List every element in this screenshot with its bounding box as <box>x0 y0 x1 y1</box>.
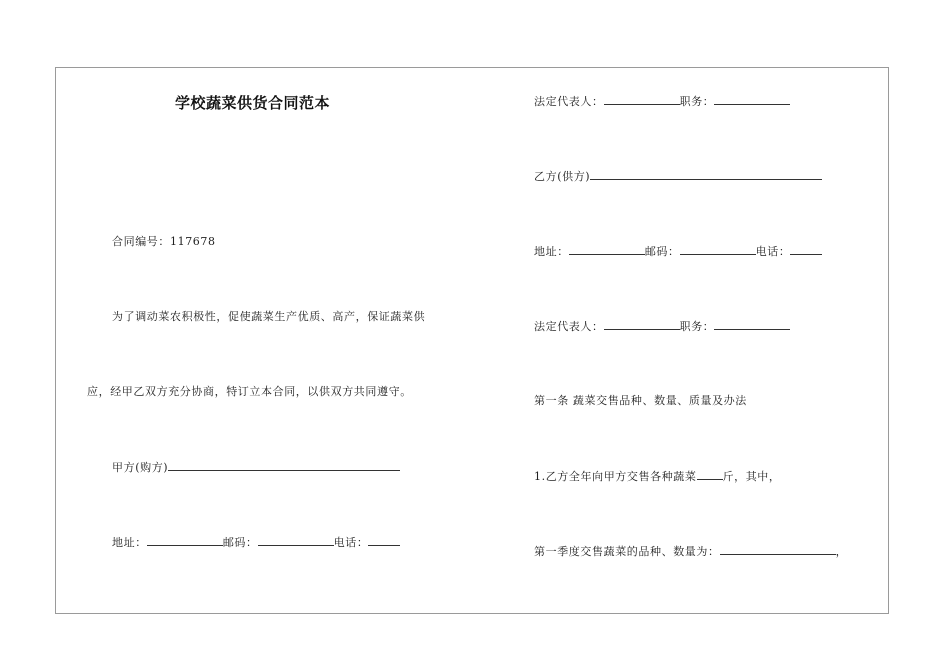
document-title: 学校蔬菜供货合同范本 <box>175 94 331 112</box>
postcode-blank <box>258 535 334 546</box>
party-b-line <box>534 169 822 184</box>
party-b-legal-rep-line <box>534 319 790 334</box>
phone-blank <box>790 244 822 255</box>
position-label: 职务： <box>679 95 715 108</box>
quarter-1-blank <box>720 544 836 555</box>
quarter-1-text: 第一季度交售蔬菜的品种、数量为： <box>534 545 720 558</box>
address-label: 地址： <box>534 245 569 258</box>
legal-rep-label: 法定代表人： <box>534 95 604 108</box>
legal-rep-blank <box>604 319 680 330</box>
address-blank <box>147 535 223 546</box>
party-a-blank <box>168 460 400 471</box>
phone-blank <box>368 535 400 546</box>
party-b-label: 乙方(供方) <box>534 170 591 183</box>
phone-label: 电话： <box>755 245 791 258</box>
position-label: 职务： <box>679 320 715 333</box>
article-1-heading: 第一条 蔬菜交售品种、数量、质量及办法 <box>534 394 747 407</box>
item-1-text: 1.乙方全年向甲方交售各种蔬菜 <box>534 470 697 483</box>
party-a-address-line <box>112 535 400 550</box>
quantity-blank <box>697 469 723 480</box>
position-blank <box>714 94 790 105</box>
item-1-line <box>534 469 781 484</box>
position-blank <box>714 319 790 330</box>
contract-number-line <box>112 235 216 249</box>
legal-rep-blank <box>604 94 680 105</box>
address-blank <box>569 244 645 255</box>
legal-rep-label: 法定代表人： <box>534 320 604 333</box>
intro-paragraph-line-1: 为了调动菜农积极性，促使蔬菜生产优质、高产，保证蔬菜供 <box>112 310 426 323</box>
contract-number-value: 117678 <box>170 235 216 248</box>
postcode-blank <box>680 244 756 255</box>
intro-paragraph-line-2: 应，经甲乙双方充分协商，特订立本合同，以供双方共同遵守。 <box>87 385 412 398</box>
phone-label: 电话： <box>333 536 369 549</box>
party-b-blank <box>590 169 822 180</box>
item-1-text-end: 斤，其中， <box>722 470 781 483</box>
postcode-label: 邮码： <box>644 245 680 258</box>
address-label: 地址： <box>112 536 147 549</box>
postcode-label: 邮码： <box>222 536 258 549</box>
party-a-line <box>112 460 400 475</box>
quarter-1-line <box>534 544 847 559</box>
document-page <box>55 67 889 614</box>
party-a-label: 甲方(购方) <box>112 461 169 474</box>
party-b-address-line <box>534 244 822 259</box>
contract-number-label: 合同编号： <box>112 235 170 248</box>
party-a-legal-rep-line <box>534 94 790 109</box>
quarter-1-end: ， <box>835 545 848 558</box>
